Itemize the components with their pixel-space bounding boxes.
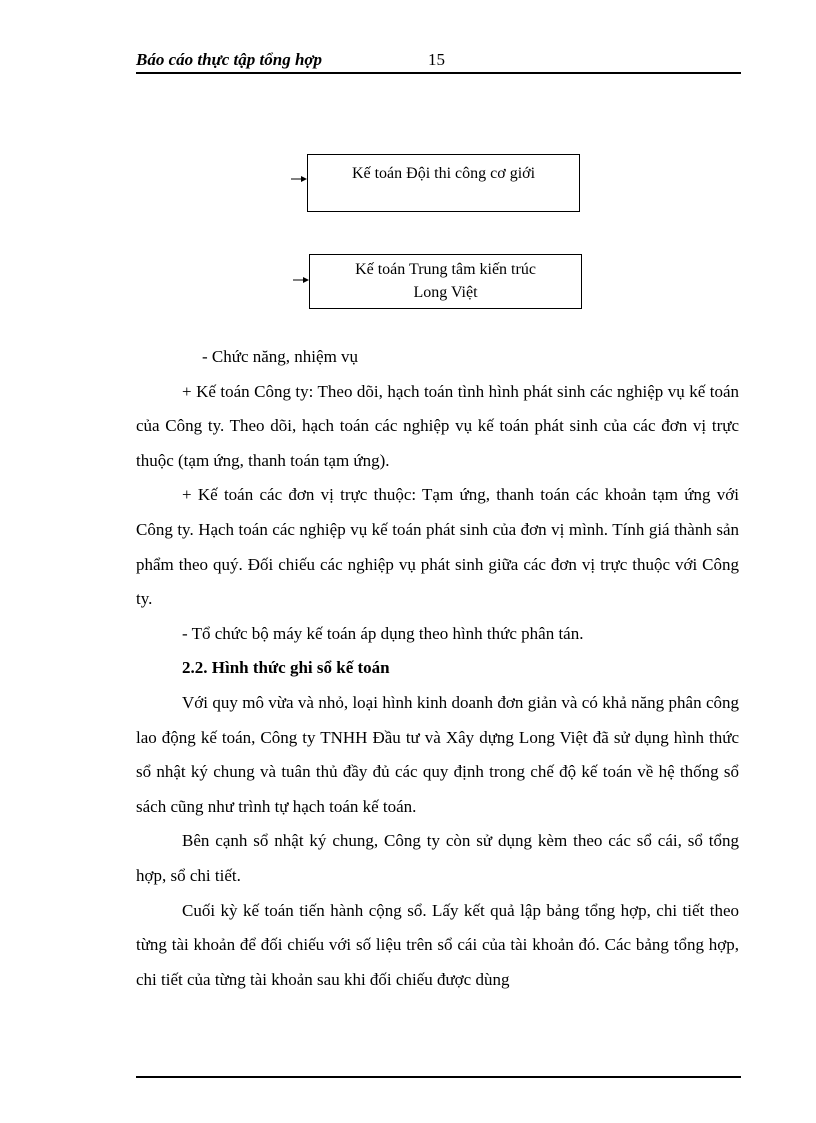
page-number: 15	[428, 50, 445, 69]
org-box-architecture-center-accounting	[309, 254, 582, 309]
header-title: Báo cáo thực tập tổng hợp	[136, 50, 323, 69]
org-box-label-line1: Kế toán Trung tâm kiến trúc	[355, 261, 536, 278]
paragraph-functions: - Chức năng, nhiệm vụ	[202, 347, 359, 366]
page-header	[136, 50, 741, 72]
footer-rule	[136, 1076, 741, 1078]
paragraph-period-end: Cuối kỳ kế toán tiến hành cộng sổ. Lấy kết quả lập bảng tổng hợp, chi tiết theo từng tài khoản để đối chiếu với số liệu trên sổ cái của tài khoản đó. Các bảng tổng hợp, chi tiết của từng tài khoản sau khi đối chiếu được dùng	[136, 900, 739, 989]
paragraph-ledgers: Bên cạnh sổ nhật ký chung, Công ty còn sử dụng kèm theo các sổ cái, sổ tổng hợp, sổ chi tiết.	[136, 831, 739, 885]
paragraph-unit-accounting: + Kế toán các đơn vị trực thuộc: Tạm ứng, thanh toán các khoản tạm ứng với Công ty. Hạch toán các nghiệp vụ kế toán phát sinh của đơn vị mình. Tính giá thành sản phẩm theo quý. Đối chiếu các nghiệp vụ phát sinh giữa các đơn vị trực thuộc với Công ty.	[136, 485, 739, 609]
org-box-label-line2: Long Việt	[413, 284, 478, 301]
paragraph-company-accounting: + Kế toán Công ty: Theo dõi, hạch toán tình hình phát sinh các nghiệp vụ kế toán của Công ty. Theo dõi, hạch toán các nghiệp vụ kế toán phát sinh của các đơn vị trực thuộc (tạm ứng, thanh toán tạm ứng).	[136, 381, 739, 470]
org-box-mechanized-team-accounting	[307, 154, 580, 212]
paragraph-organization: - Tổ chức bộ máy kế toán áp dụng theo hình thức phân tán.	[182, 623, 584, 643]
org-box-label: Kế toán Đội thi công cơ giới	[351, 165, 536, 182]
section-heading: 2.2. Hình thức ghi sổ kế toán	[182, 658, 390, 678]
arrow-right-icon	[293, 275, 309, 285]
header-rule	[136, 72, 741, 74]
paragraph-bookkeeping-form: Với quy mô vừa và nhỏ, loại hình kinh doanh đơn giản và có khả năng phân công lao động kế toán, Công ty TNHH Đầu tư và Xây dựng Long Việt đã sử dụng hình thức sổ nhật ký chung và tuân thủ đầy đủ các quy định trong chế độ kế toán về hệ thống sổ sách cũng như trình tự hạch toán kế toán.	[136, 692, 739, 816]
document-body	[136, 340, 739, 997]
arrow-right-icon	[291, 174, 307, 184]
